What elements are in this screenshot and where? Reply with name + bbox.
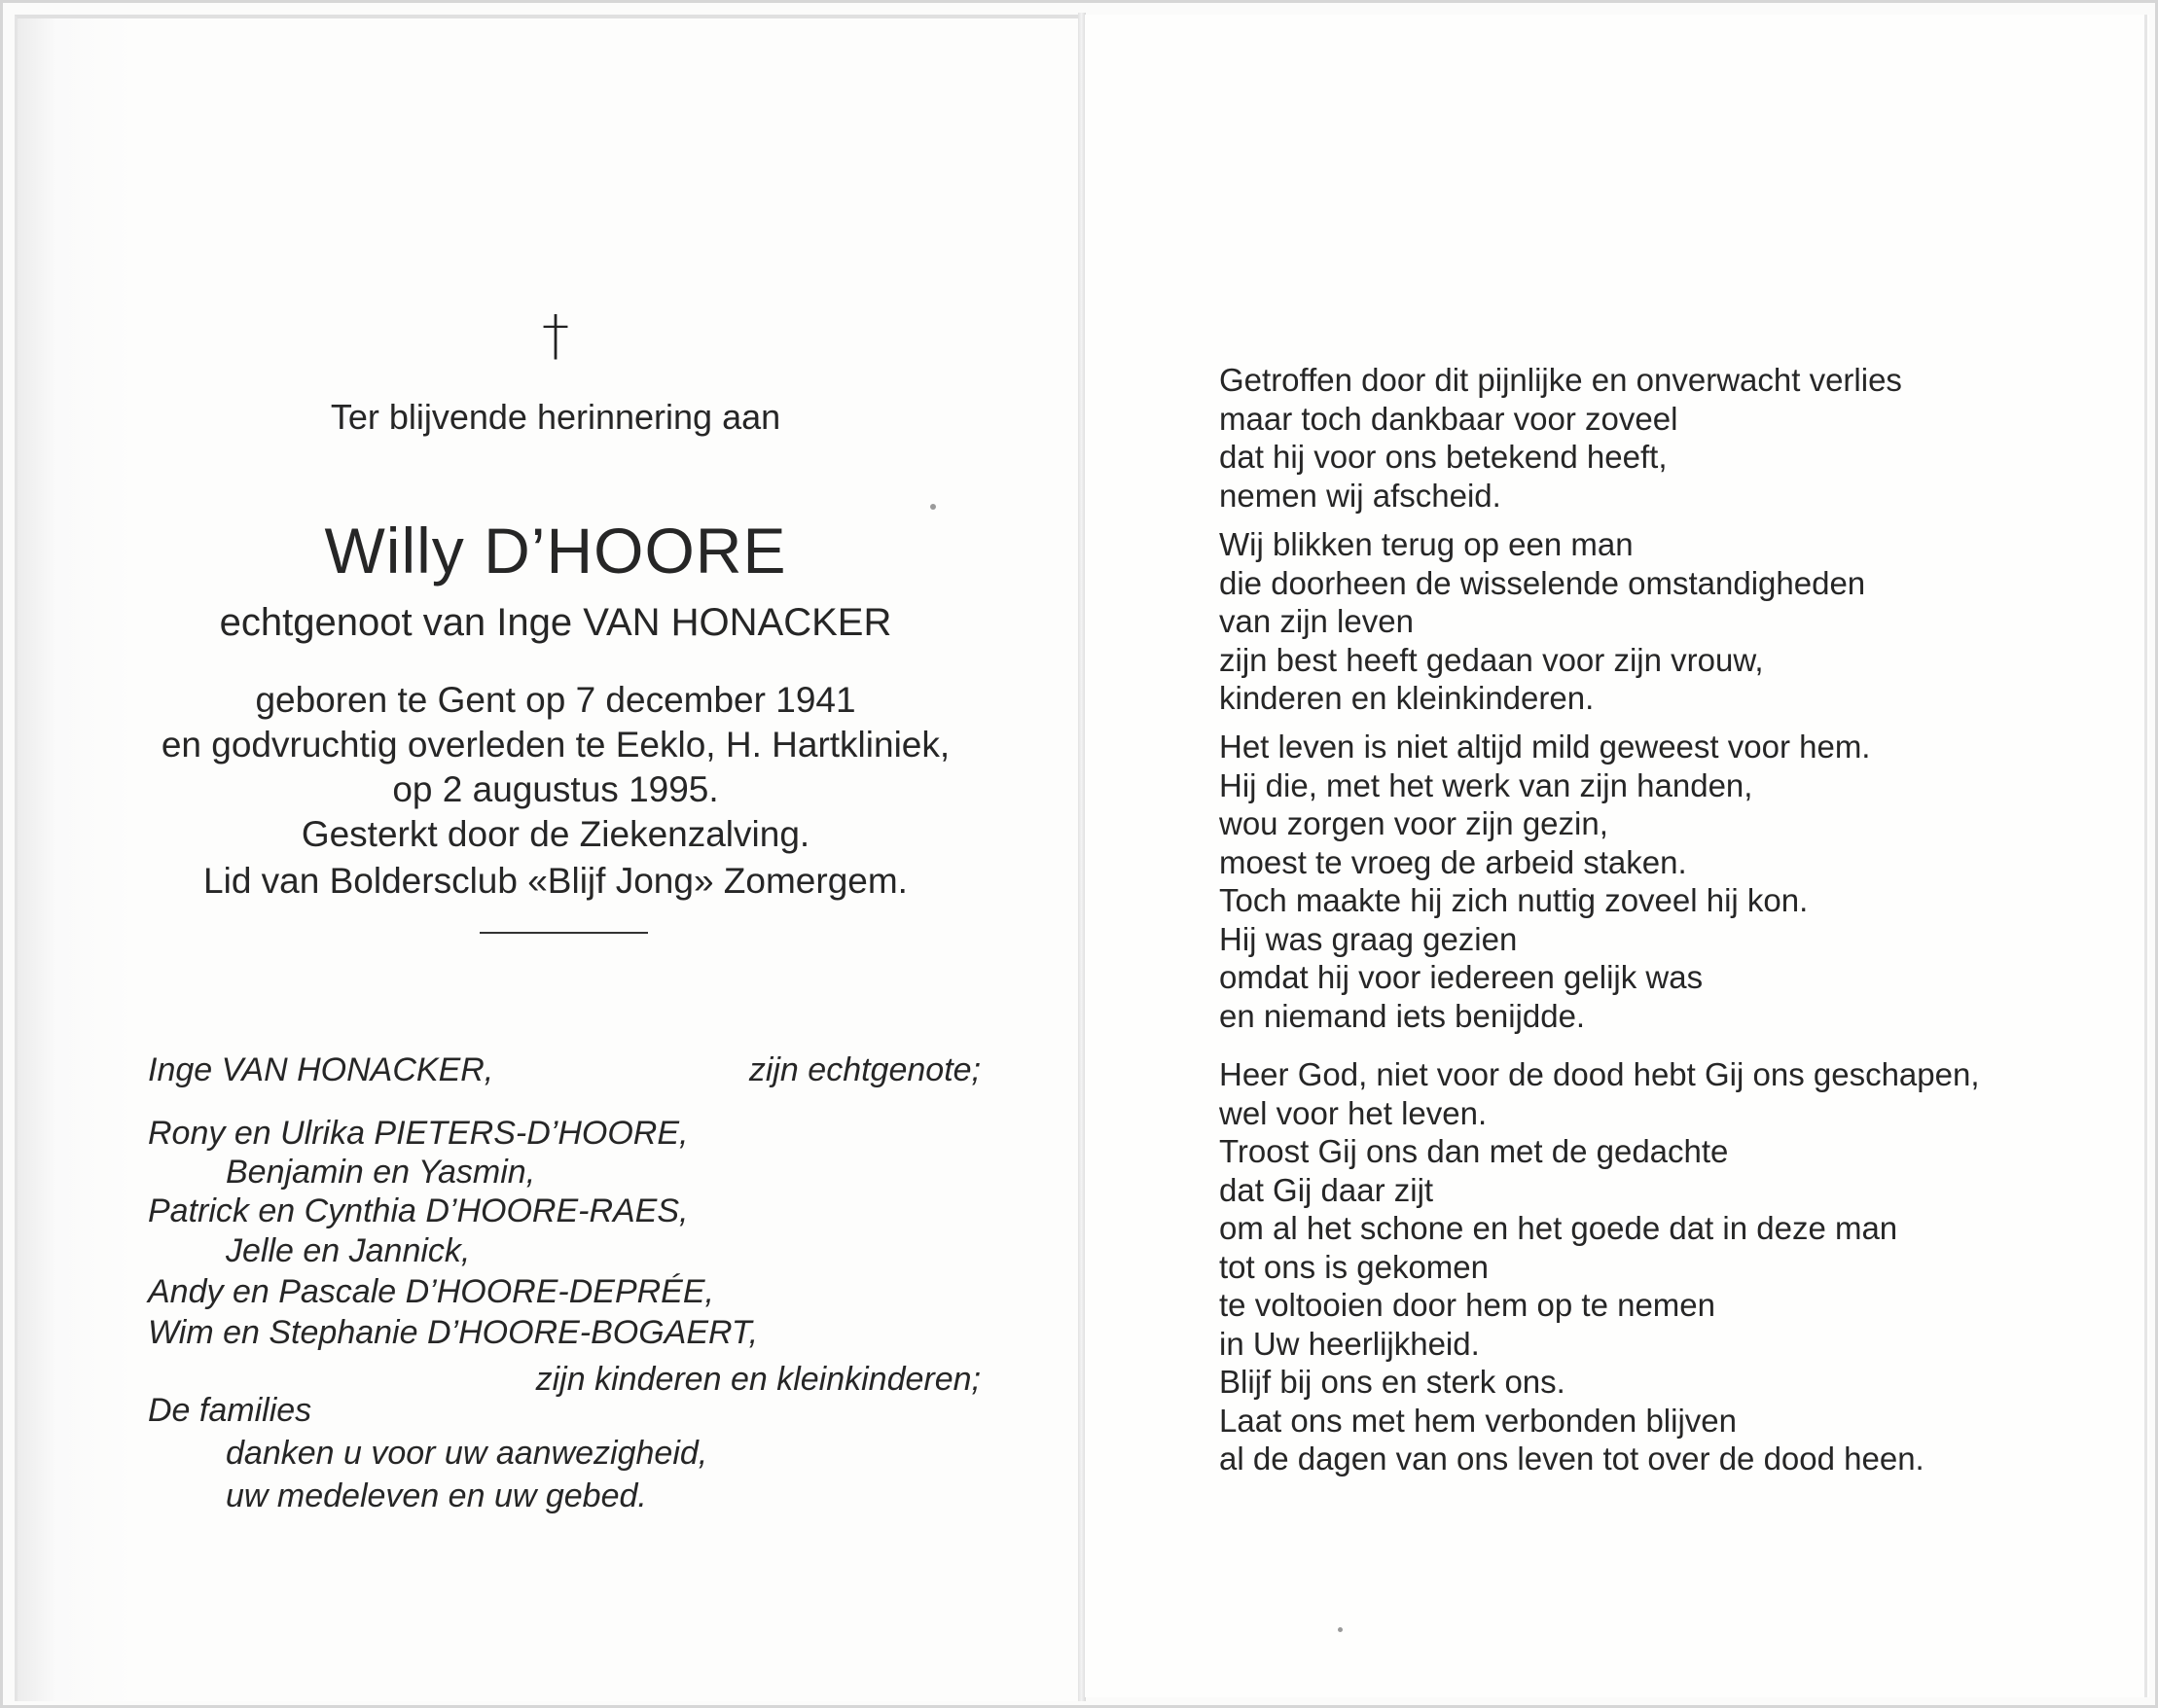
poem-line: Getroffen door dit pijnlijke en onverwacht verlies [1219, 362, 1902, 398]
poem-line: Hij was graag gezien [1219, 920, 1518, 957]
poem-line: al de dagen van ons leven tot over de dood heen. [1219, 1441, 1924, 1477]
family-thanks-line: danken u voor uw aanwezigheid, [226, 1435, 708, 1472]
divider-line [480, 932, 648, 934]
poem-line: dat Gij daar zijt [1219, 1171, 1434, 1208]
poem-line: zijn best heeft gedaan voor zijn vrouw, [1219, 641, 1764, 678]
family-child-line: Patrick en Cynthia D’HOORE-RAES, [148, 1192, 689, 1229]
family-grandchild-line: Benjamin en Yasmin, [226, 1154, 536, 1191]
poem-line: van zijn leven [1219, 603, 1414, 639]
poem-line: in Uw heerlijkheid. [1219, 1325, 1480, 1362]
biography [0, 678, 1111, 857]
poem-line: wel voor het leven. [1219, 1094, 1488, 1131]
bio-line: en godvruchtig overleden te Eeklo, H. Hartkliniek, [161, 725, 951, 765]
poem-line: te voltooien door hem op te nemen [1219, 1287, 1716, 1323]
poem-stanza-1 [1219, 361, 2095, 515]
poem-line: moest te vroeg de arbeid staken. [1219, 843, 1687, 880]
family-children-role: zijn kinderen en kleinkinderen; [535, 1361, 981, 1398]
card-edge [2144, 15, 2147, 1697]
family-families-label: De families [148, 1392, 312, 1429]
poem-line: Toch maakte hij zich nuttig zoveel hij kon. [1219, 882, 1809, 918]
poem-stanza-4 [1219, 1055, 2095, 1478]
poem-line: Laat ons met hem verbonden blijven [1219, 1402, 1737, 1439]
cross-icon: † [542, 304, 569, 368]
family-spouse-role: zijn echtgenote; [748, 1051, 981, 1088]
poem-line: die doorheen de wisselende omstandigheden [1219, 564, 1866, 601]
family-child-line: Rony en Ulrika PIETERS-D’HOORE, [148, 1115, 689, 1152]
poem-stanza-2 [1219, 525, 2095, 718]
poem-line: Blijf bij ons en sterk ons. [1219, 1364, 1565, 1400]
family-spouse-name: Inge VAN HONACKER, [148, 1051, 494, 1088]
paper-speck [930, 504, 936, 510]
poem-line: kinderen en kleinkinderen. [1219, 680, 1595, 716]
poem-line: Hij die, met het werk van zijn handen, [1219, 766, 1753, 803]
membership-line: Lid van Boldersclub «Blijf Jong» Zomergem. [203, 861, 908, 901]
family-thanks-line: uw medeleven en uw gebed. [226, 1477, 647, 1514]
spouse-line: echtgenoot van Inge VAN HONACKER [219, 601, 892, 644]
family-child-line: Andy en Pascale D’HOORE-DEPRÉE, [148, 1273, 714, 1310]
bio-line: op 2 augustus 1995. [392, 769, 719, 809]
deceased-name: Willy D’HOORE [324, 515, 787, 587]
paper-speck [1338, 1627, 1343, 1632]
poem-line: maar toch dankbaar voor zoveel [1219, 400, 1678, 437]
poem-line: Wij blikken terug op een man [1219, 526, 1634, 562]
poem-line: omdat hij voor iedereen gelijk was [1219, 959, 1704, 995]
poem-line: Het leven is niet altijd mild geweest voor hem. [1219, 729, 1871, 765]
poem-line: wou zorgen voor zijn gezin, [1219, 805, 1608, 841]
poem-line: dat hij voor ons betekend heeft, [1219, 439, 1668, 475]
poem-line: om al het schone en het goede dat in deze man [1219, 1210, 1898, 1246]
poem-line: en niemand iets benijdde. [1219, 997, 1586, 1034]
poem-stanza-3 [1219, 728, 2095, 1035]
family-child-line: Wim en Stephanie D’HOORE-BOGAERT, [148, 1314, 759, 1351]
poem-line: Troost Gij ons dan met de gedachte [1219, 1133, 1729, 1169]
intro-text: Ter blijvende herinnering aan [330, 397, 781, 437]
poem-line: tot ons is gekomen [1219, 1248, 1489, 1285]
bio-line: Gesterkt door de Ziekenzalving. [301, 814, 810, 854]
poem-line: Heer God, niet voor de dood hebt Gij ons geschapen, [1219, 1056, 1980, 1092]
family-grandchild-line: Jelle en Jannick, [226, 1232, 471, 1269]
poem-line: nemen wij afscheid. [1219, 477, 1501, 514]
bio-line: geboren te Gent op 7 december 1941 [255, 680, 856, 720]
